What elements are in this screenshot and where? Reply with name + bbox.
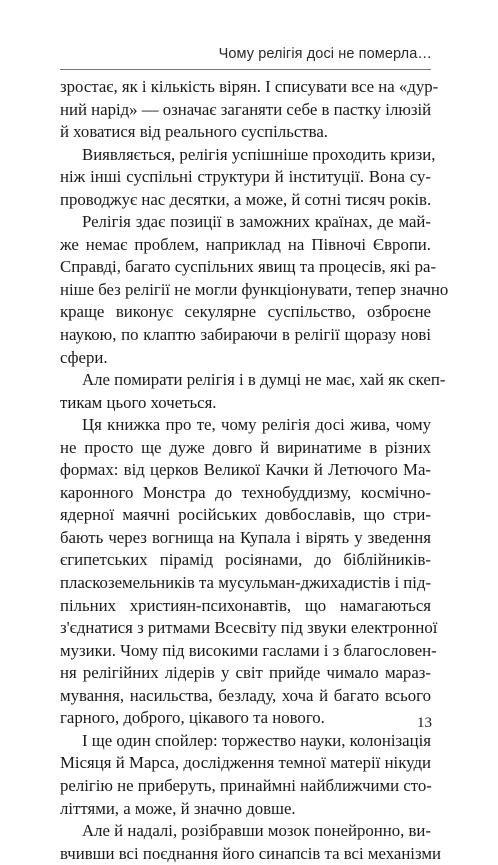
body-text (60, 76, 449, 865)
header-rule (60, 69, 431, 70)
text-line: ядерної маячні російських довбославів, що стри- (60, 505, 431, 525)
text-line: ніж інші суспільні структури й інституції. Вона су- (60, 167, 431, 187)
text-line: краще виконує секулярне суспільство, озброєне (60, 302, 431, 322)
text-line: ня релігійних лідерів у світ прийде чимало мараз- (60, 663, 431, 683)
text-line: наукою, по клаптю забираючи в релігії щоразу нові (60, 325, 431, 345)
text-line: й ховатися від реального суспільства. (60, 122, 328, 142)
text-line: Релігія здає позиції в заможних країнах, де май- (82, 212, 431, 232)
text-line: гарного, доброго, цікавого та нового. (60, 708, 325, 728)
text-line: Виявляється, релігія успішніше проходить кризи, (82, 144, 436, 164)
text-line: ний нарід» — означає заганяти себе в пастку ілюзій (60, 99, 432, 119)
text-line: же немає проблем, наприклад на Півночі Європи. (60, 234, 431, 254)
running-head: Чому релігія досі не померла… (218, 46, 432, 62)
text-line: Справді, багато суспільних явищ та процесів, які ра- (60, 257, 437, 277)
text-line: єгипетських пірамід росіянами, до біблійників- (60, 550, 431, 570)
text-line: Ця книжка про те, чому релігія досі жива, чому (82, 415, 431, 435)
text-line: Місяця й Марса, дослідження темної матерії нікуди (60, 753, 431, 773)
text-line: музики. Чому під високими гаслами і з благословен- (60, 640, 437, 660)
text-line: вчивши всі поєднання його синапсів та всі механізми (60, 843, 441, 863)
text-line: релігію не приберуть, принаймні найближчими сто- (60, 775, 432, 795)
text-line: з'єднатися з ритмами Всесвіту під звуки електронної (60, 618, 438, 638)
page-number: 13 (417, 715, 432, 731)
text-line: І ще один спойлер: торжество науки, колонізація (82, 730, 431, 750)
text-line: бають через вогнища на Купала і вірять у зведення (60, 527, 431, 547)
text-line: Але помирати релігія і в думці не має, хай як скеп- (82, 370, 446, 390)
text-line: каронного Монстра до технобуддизму, космічно- (60, 482, 431, 502)
text-line: сфери. (60, 347, 108, 367)
text-line: пласкоземельників та мусульман-джихадистів і під- (60, 573, 432, 593)
text-line: Але й надалі, розібравши мозок понейронно, ви- (82, 821, 431, 841)
text-line: формах: від церков Великої Качки й Летючого Ма- (60, 460, 431, 480)
text-line: тикам цього хочеться. (60, 392, 217, 412)
text-line: не просто ще дуже довго й виринатиме в різних (60, 437, 431, 457)
text-line: мування, насильства, безладу, хоча й багато всього (60, 685, 431, 705)
text-line: зростає, як і кількість вірян. І списувати все на «дур- (60, 77, 439, 96)
text-line: ніше без релігії не могли функціонувати, тепер значно (60, 279, 449, 299)
text-line: проводжує нас десятки, а може, й сотні тисяч років. (60, 189, 432, 209)
text-line: літтями, а може, й значно довше. (60, 798, 296, 818)
text-line: пільних християн-психонавтів, що намагаються (60, 595, 431, 615)
